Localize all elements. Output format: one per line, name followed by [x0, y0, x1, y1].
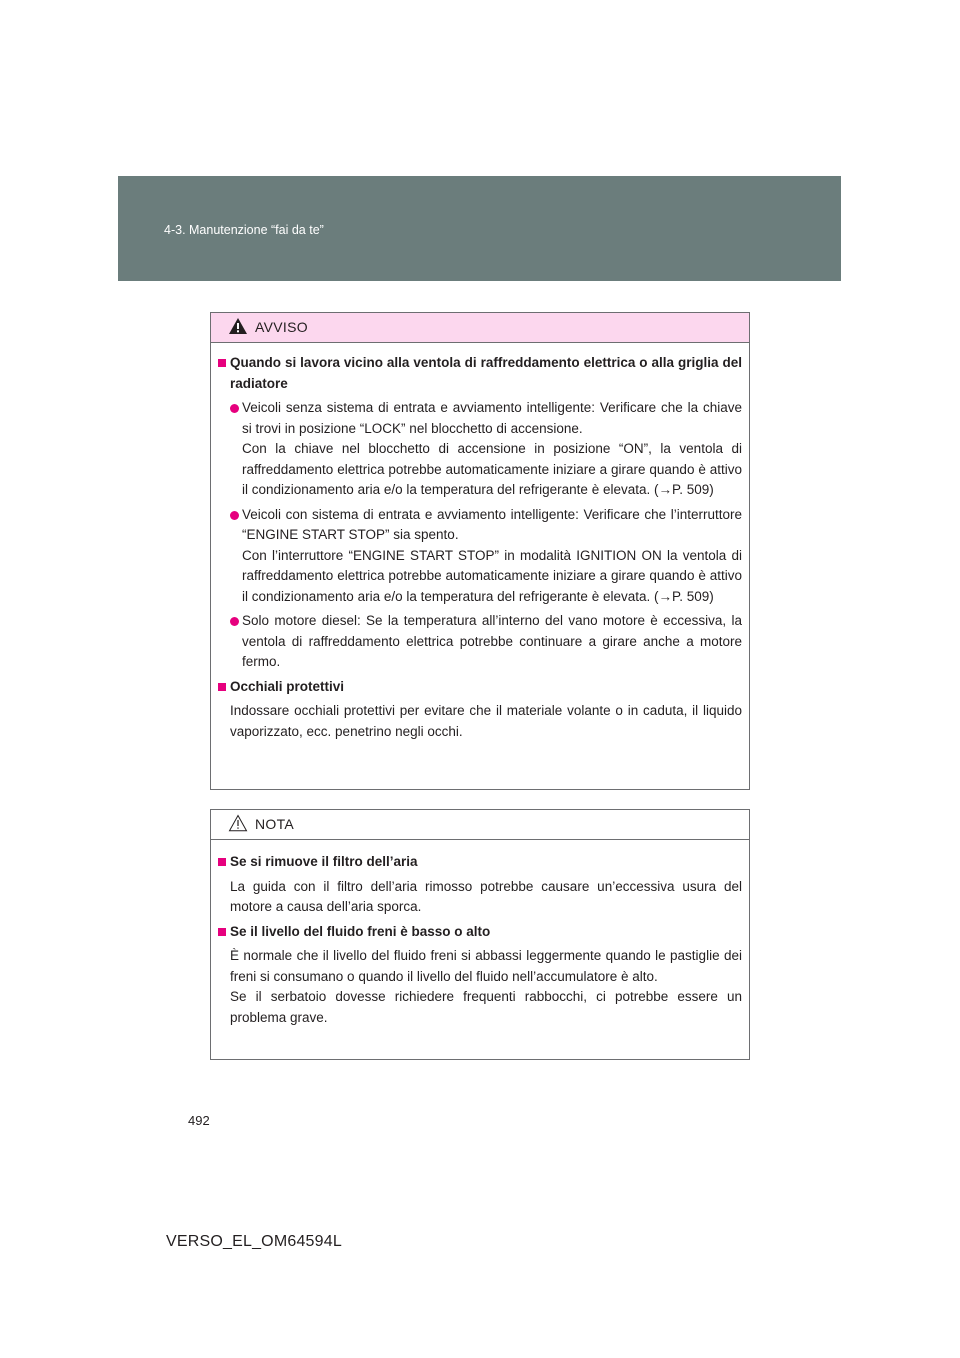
document-code: VERSO_EL_OM64594L [166, 1233, 342, 1250]
round-bullet-icon [230, 404, 239, 413]
round-bullet-icon [230, 511, 239, 520]
square-bullet-icon [218, 858, 226, 866]
round-bullet-icon [230, 617, 239, 626]
warning-box [210, 312, 750, 790]
note-paragraph: È normale che il livello del fluido freni si abbassi leggermente quando le pastiglie dei freni si consumano o quando il livello del fluido nell’accumulatore è alto. Se il serbatoio dovesse richiedere frequenti rabbocchi, ci potrebbe essere un problema grave. [230, 948, 742, 1025]
note-paragraph: La guida con il filtro dell’aria rimosso potrebbe causare un’eccessiva usura del motore a causa dell’aria sporca. [230, 878, 742, 914]
warning-box-header [211, 313, 749, 343]
note-label: NOTA [255, 816, 295, 832]
warning-list-item: Veicoli senza sistema di entrata e avviamento intelligente: Verificare che la chiave si trovi in posizione “LOCK” nel blocchetto di accensione. Con la chiave nel blocchetto di accensione in posizione “ON”, la ventola di raffreddamento elettrica potrebbe automaticamente iniziare a girare quando è attivo il condizionamento aria e/o la temperatura del refrigerante è elevata. (→P. 509) [218, 398, 742, 501]
warning-label: AVVISO [255, 319, 308, 335]
square-bullet-icon [218, 359, 226, 367]
warning-list-item: Veicoli con sistema di entrata e avviamento intelligente: Verificare che l’interruttore “ENGINE START STOP” sia spento. Con l’interruttore “ENGINE START STOP” in modalità IGNITION ON la ventola di raffreddamento elettrica potrebbe automaticamente iniziare a girare quando è attivo il condizionamento aria e/o la temperatura del refrigerante è elevata. (→P. 509) [218, 505, 742, 608]
warning-triangle-icon [228, 317, 248, 335]
warning-list-item: Solo motore diesel: Se la temperatura all’interno del vano motore è eccessiva, la ventola di raffreddamento elettrica potrebbe continuare a girare anche a motore fermo. [218, 611, 742, 673]
warning-section-heading: Quando si lavora vicino alla ventola di raffreddamento elettrica o alla griglia del radiatore [218, 353, 742, 394]
section-title: 4-3. Manutenzione “fai da te” [164, 223, 324, 237]
note-body [211, 840, 749, 1028]
note-box [210, 809, 750, 1060]
square-bullet-icon [218, 683, 226, 691]
note-box-header [211, 810, 749, 840]
square-bullet-icon [218, 928, 226, 936]
note-section-heading: Se il livello del fluido freni è basso o alto [218, 922, 742, 943]
page-number: 492 [188, 1113, 210, 1128]
warning-body [211, 343, 749, 742]
note-section-heading: Se si rimuove il filtro dell’aria [218, 852, 742, 873]
warning-section-heading: Occhiali protettivi [218, 677, 742, 698]
caution-triangle-outline-icon [228, 814, 248, 832]
warning-paragraph: Indossare occhiali protettivi per evitare che il materiale volante o in caduta, il liquido vaporizzato, ecc. penetrino negli occhi. [230, 703, 742, 739]
